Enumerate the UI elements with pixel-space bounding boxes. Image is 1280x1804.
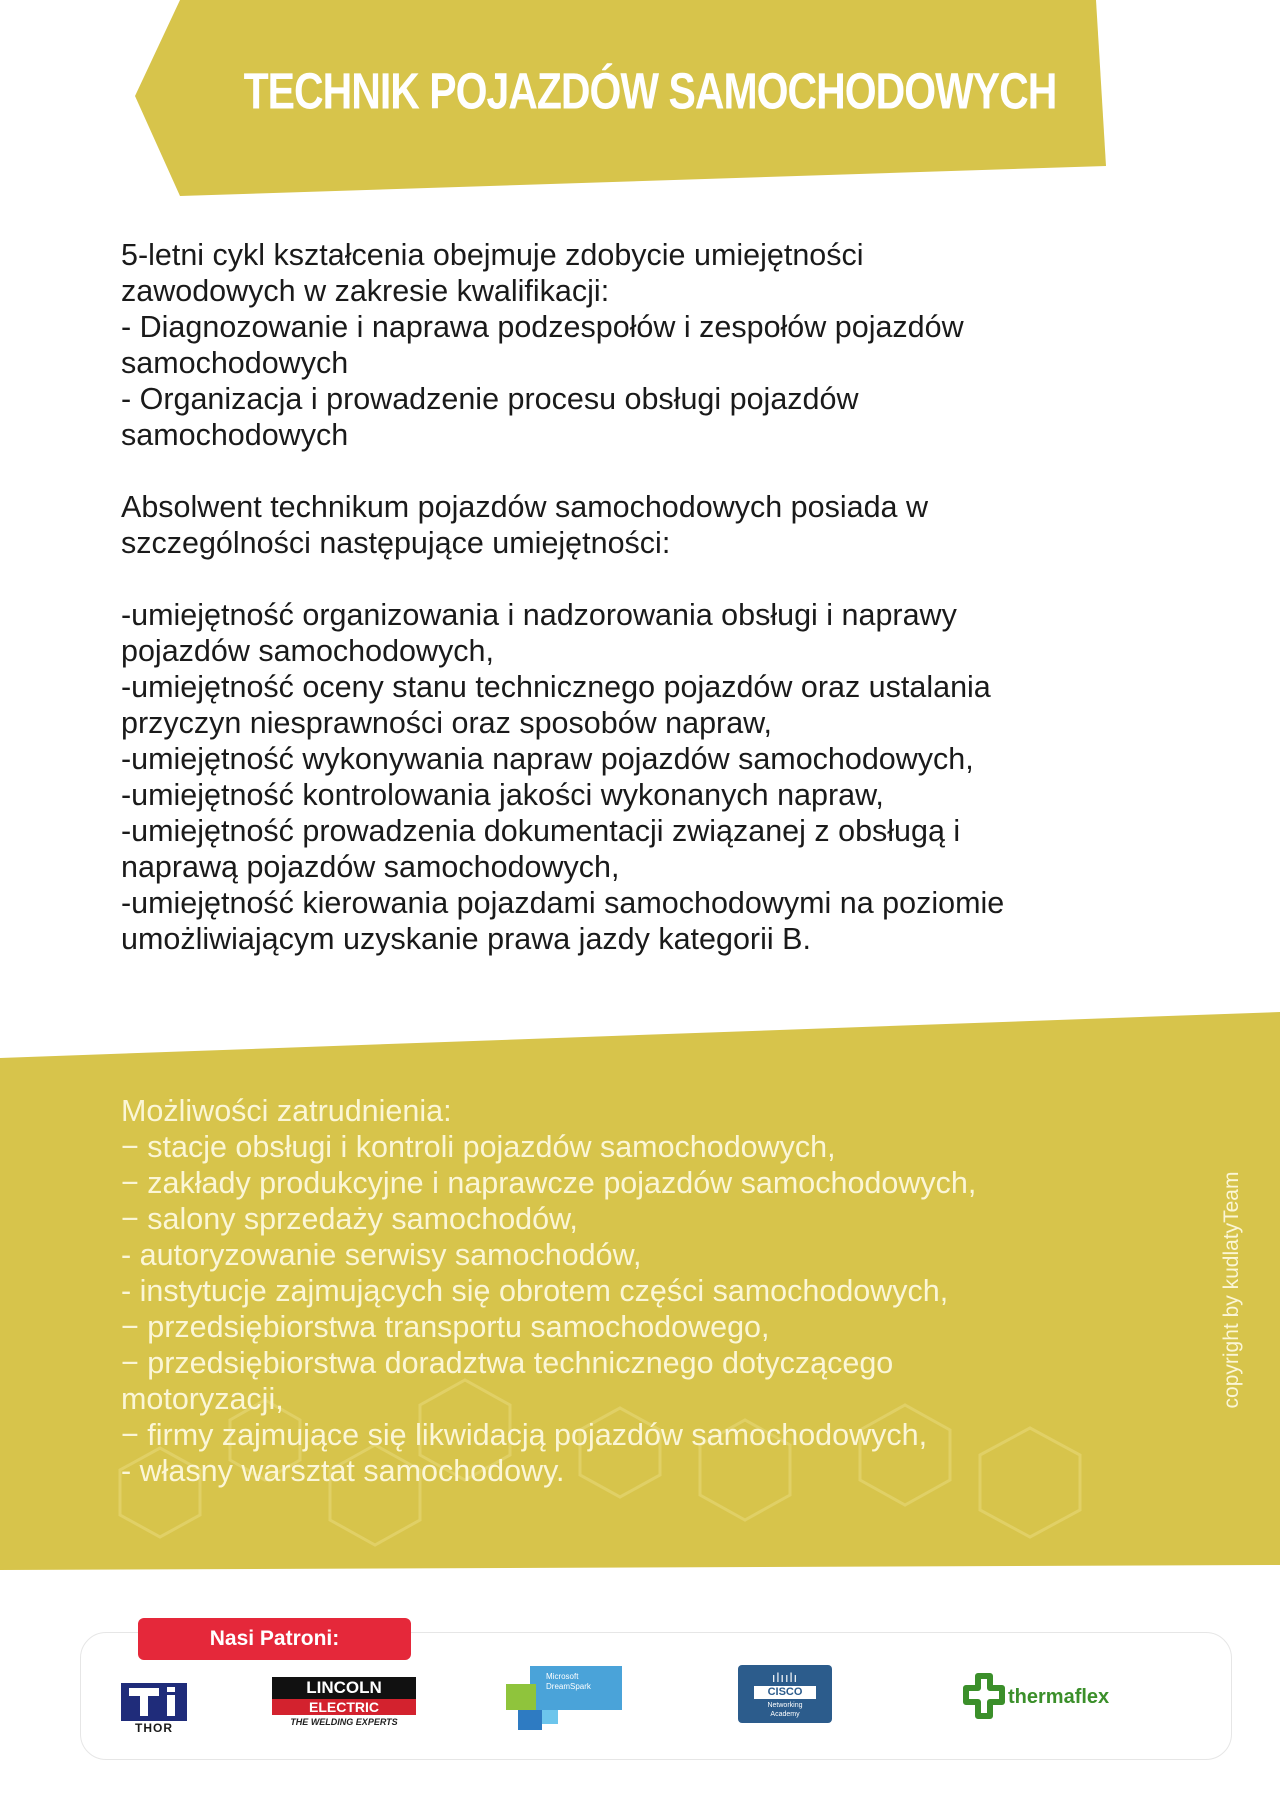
patrons-label: Nasi Patroni: <box>138 1618 411 1660</box>
program-line: 5-letni cykl kształcenia obejmuje zdobycie umiejętności <box>121 238 864 272</box>
skill-line: -umiejętność kontrolowania jakości wykonanych napraw, <box>121 778 884 812</box>
thor-wordmark: THOR <box>135 1721 173 1735</box>
lincoln-electric-logo <box>272 1677 416 1727</box>
graduate-line: szczególności następujące umiejętności: <box>121 526 671 560</box>
employment-line: − stacje obsługi i kontroli pojazdów samochodowych, <box>121 1130 836 1164</box>
spacer <box>121 561 1151 597</box>
microsoft-dreamspark-text: Microsoft DreamSpark <box>546 1672 591 1691</box>
thermaflex-logo <box>962 1672 1142 1724</box>
employment-line: motoryzacji, <box>121 1382 284 1416</box>
program-line: - Organizacja i prowadzenie procesu obsługi pojazdów <box>121 382 859 416</box>
cisco-academy-line: Networking <box>767 1702 803 1709</box>
skill-line: -umiejętność wykonywania napraw pojazdów samochodowych, <box>121 742 974 776</box>
employment-line: - instytucje zajmujących się obrotem części samochodowych, <box>121 1274 949 1308</box>
cisco-academy-line: Academy <box>770 1711 800 1718</box>
thermaflex-wordmark: thermaflex <box>1008 1686 1110 1708</box>
employment-line: - autoryzowanie serwisy samochodów, <box>121 1238 642 1272</box>
skill-line: pojazdów samochodowych, <box>121 634 494 668</box>
cisco-academy-logo <box>738 1665 832 1723</box>
lincoln-wordmark: LINCOLN <box>272 1677 416 1699</box>
employment-line: − przedsiębiorstwa doradztwa technicznego dotyczącego <box>121 1346 894 1380</box>
skill-line: naprawą pojazdów samochodowych, <box>121 850 620 884</box>
copyright-text: copyright by kudlatyTeam <box>1220 1171 1243 1409</box>
cisco-wordmark: CISCO <box>754 1686 816 1699</box>
employment-content <box>121 1093 1121 1489</box>
skill-line: -umiejętność prowadzenia dokumentacji związanej z obsługą i <box>121 814 961 848</box>
employment-line: − salony sprzedaży samochodów, <box>121 1202 578 1236</box>
lincoln-tagline: THE WELDING EXPERTS <box>290 1717 398 1727</box>
electric-wordmark: ELECTRIC <box>272 1699 416 1715</box>
microsoft-dreamspark-logo <box>506 1666 622 1732</box>
skill-line: przyczyn niesprawności oraz sposobów napraw, <box>121 706 772 740</box>
program-line: samochodowych <box>121 418 349 452</box>
employment-line: - własny warsztat samochodowy. <box>121 1454 565 1488</box>
employment-line: − przedsiębiorstwa transportu samochodowego, <box>121 1310 770 1344</box>
program-line: samochodowych <box>121 346 349 380</box>
employment-line: − zakłady produkcyjne i naprawcze pojazdów samochodowych, <box>121 1166 977 1200</box>
page-title: TECHNIK POJAZDÓW SAMOCHODOWYCH <box>243 62 1057 120</box>
main-content <box>121 237 1151 957</box>
thor-logo <box>121 1683 187 1735</box>
graduate-line: Absolwent technikum pojazdów samochodowych posiada w <box>121 490 928 524</box>
employment-line: − firmy zajmujące się likwidacją pojazdów samochodowych, <box>121 1418 928 1452</box>
employment-line: Możliwości zatrudnienia: <box>121 1094 452 1128</box>
program-line: - Diagnozowanie i naprawa podzespołów i zespołów pojazdów <box>121 310 964 344</box>
skill-line: umożliwiającym uzyskanie prawa jazdy kategorii B. <box>121 922 811 956</box>
skill-line: -umiejętność oceny stanu technicznego pojazdów oraz ustalania <box>121 670 991 704</box>
skill-line: -umiejętność kierowania pojazdami samochodowymi na poziomie <box>121 886 1005 920</box>
spacer <box>121 453 1151 489</box>
thor-mark-icon <box>121 1683 187 1721</box>
thermaflex-cross-icon <box>962 1672 1008 1722</box>
program-line: zawodowych w zakresie kwalifikacji: <box>121 274 610 308</box>
cisco-bars-icon: ılıılı <box>771 1670 799 1685</box>
skill-line: -umiejętność organizowania i nadzorowania obsługi i naprawy <box>121 598 957 632</box>
